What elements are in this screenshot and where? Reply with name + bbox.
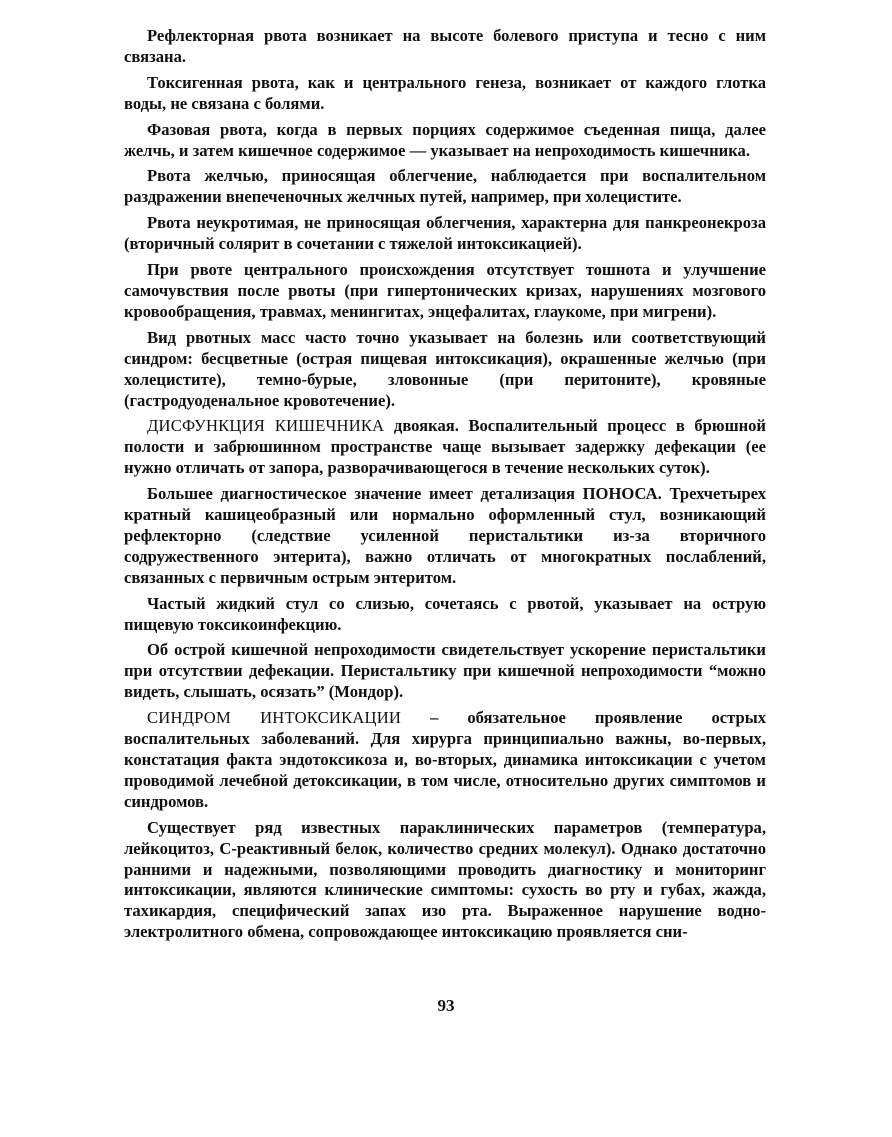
page-text <box>124 26 766 948</box>
paragraph-phase-vomiting: Фазовая рвота, когда в первых порциях содержимое съеденная пища, далее желчь, и затем кишечное содержимое — указывает на непроходимость кишечника. <box>124 119 766 160</box>
paragraph-diarrhea: Большее диагностическое значение имеет детализация ПОНОСА. Трехчетырех кратный кашицеобразный или нормально оформленный стул, возникающий рефлекторно (следствие усиленной перистальтики из-за вторичного содружественного энтерита), важно отличать от многократных послаблений, связанных с первичным острым энтеритом. <box>124 484 766 587</box>
paragraph-intestinal-dysfunction <box>124 416 766 479</box>
paragraph-intractable-vomiting: Рвота неукротимая, не приносящая облегчения, характерна для панкреонекроза (вторичный солярит в сочетании с тяжелой интоксикацией). <box>124 213 766 254</box>
text-intestinal-dysfunction: двоякая. Воспалительный процесс в брюшной полости и забрюшинном пространстве чаще вызывает задержку дефекации (ее нужно отличать от запора, разворачивающегося в течение нескольких суток). <box>124 416 766 478</box>
paragraph-obstruction: Об острой кишечной непроходимости свидетельствует ускорение перистальтики при отсутствии дефекации. Перистальтику при кишечной непроходимости “можно видеть, слышать, осязать” (Мондор). <box>124 640 766 702</box>
paragraph-bile-vomiting: Рвота желчью, приносящая облегчение, наблюдается при воспалительном раздражении внепеченочных желчных путей, например, при холецистите. <box>124 166 766 207</box>
heading-intestinal-dysfunction: ДИСФУНКЦИЯ КИШЕЧНИКА <box>147 416 385 436</box>
paragraph-paraclinical-parameters: Существует ряд известных параклинических параметров (температура, лейкоцитоз, С-реактивный белок, количество средних молекул). Однако достаточно ранними и надежными, позволяющими проводить диагностику и мониторинг интоксикации, являются клинические симптомы: сухость во рту и губах, жажда, тахикардия, специфический запах изо рта. Выраженное нарушение водно-электролитного обмена, сопровождающее интоксикацию проявляется сни- <box>124 817 766 942</box>
heading-intoxication-syndrome: СИНДРОМ ИНТОКСИКАЦИИ <box>147 708 402 728</box>
paragraph-central-vomiting: При рвоте центрального происхождения отсутствует тошнота и улучшение самочувствия после рвоты (при гипертонических кризах, нарушениях мозгового кровообращения, травмах, менингитах, энцефалитах, глаукоме, при мигрени). <box>124 260 766 321</box>
paragraph-toxigenic-vomiting: Токсигенная рвота, как и центрального генеза, возникает от каждого глотка воды, не связана с болями. <box>124 72 766 113</box>
paragraph-loose-stool: Частый жидкий стул со слизью, сочетаясь с рвотой, указывает на острую пищевую токсикоинфекцию. <box>124 593 766 634</box>
page-number: 93 <box>437 996 455 1015</box>
text-intoxication-syndrome: – обязательное проявление острых воспалительных заболеваний. Для хирурга принципиально важны, во-первых, констатация факта эндотоксикоза и, во-вторых, динамика интоксикации с учетом проводимой лечебной детоксикации, в том числе, относительно других симптомов и синдромов. <box>124 708 767 811</box>
paragraph-reflex-vomiting: Рефлекторная рвота возникает на высоте болевого приступа и тесно с ним связана. <box>124 26 766 66</box>
paragraph-intoxication-syndrome <box>124 708 766 813</box>
paragraph-vomit-appearance: Вид рвотных масс часто точно указывает на болезнь или соответствующий синдром: бесцветные (острая пищевая интоксикация), окрашенные желчью (при холецистите), темно-бурые, зловонные (при перитоните), кровяные (гастродуоденальное кровотечение). <box>124 327 766 410</box>
